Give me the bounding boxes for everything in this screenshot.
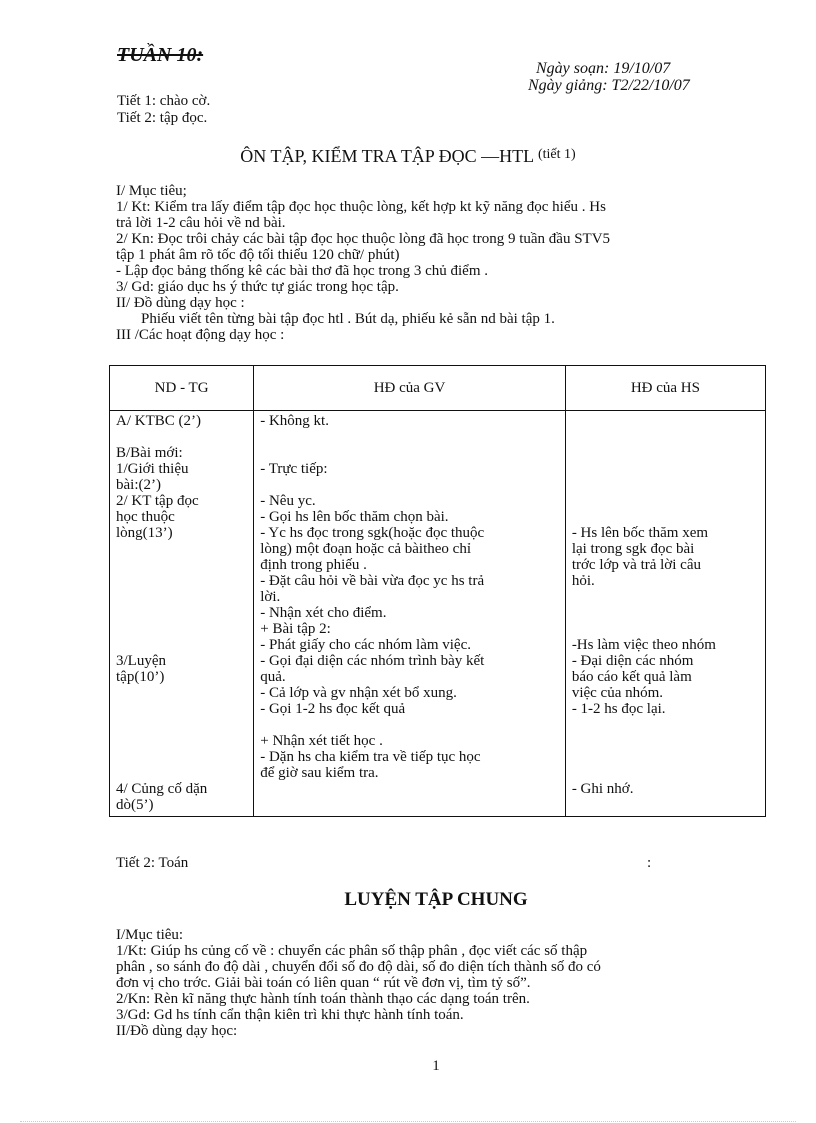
cell-line <box>116 557 247 573</box>
lesson2-label: Tiết 2: Toán <box>116 855 189 871</box>
week-title: TUẦN 10: <box>117 44 204 66</box>
cell-line <box>116 733 247 749</box>
teacher-activity-cell <box>254 411 566 817</box>
lesson1-title <box>0 146 816 167</box>
cell-line <box>116 765 247 781</box>
cell-line: dò(5’) <box>116 797 154 813</box>
objective-line: I/ Mục tiêu; <box>116 183 187 199</box>
objective-line: phân , so sánh đo độ dài , chuyển đổi số đo độ dài, số đo diện tích thành số đo có <box>116 959 601 975</box>
cell-line: 4/ Củng cố dặn <box>116 781 208 797</box>
cell-line <box>572 589 759 605</box>
cell-line: việc của nhóm. <box>571 685 664 701</box>
lesson1-title-text: ÔN TẬP, KIỂM TRA TẬP ĐỌC —HTL <box>240 146 534 166</box>
cell-line: 1/Giới thiệu <box>116 461 189 477</box>
cell-line <box>572 605 759 621</box>
lesson-list <box>117 93 210 127</box>
cell-line <box>572 429 759 445</box>
table-header-row <box>110 366 766 411</box>
lesson1-title-suffix: (tiết 1) <box>537 147 576 162</box>
cell-line <box>116 589 247 605</box>
lesson1-objectives <box>116 183 756 343</box>
cell-line: báo cáo kết quả làm <box>571 669 692 685</box>
objective-line: đơn vị cho trớc. Giải bài toán có liên quan “ rút về đơn vị, tìm tỷ số”. <box>116 975 531 991</box>
objective-line: II/Đồ dùng dạy học: <box>116 1023 238 1039</box>
cell-line: + Bài tập 2: <box>260 621 331 637</box>
table-row <box>110 411 766 817</box>
page-number: 1 <box>432 1058 440 1074</box>
cell-line <box>572 509 759 525</box>
objective-line: III /Các hoạt động dạy học : <box>116 327 285 343</box>
cell-line <box>260 445 559 461</box>
page-bottom-divider <box>20 1121 796 1122</box>
objective-line: 1/Kt: Giúp hs củng cố về : chuyển các phân số thập phân , đọc viết các số thập <box>116 943 588 959</box>
cell-line <box>116 749 247 765</box>
lesson2-colon: : <box>647 855 652 871</box>
objective-line: II/ Đồ dùng dạy học : <box>116 295 245 311</box>
student-activity-cell <box>565 411 765 817</box>
cell-line: để giờ sau kiểm tra. <box>260 765 379 781</box>
cell-line <box>572 445 759 461</box>
cell-line <box>116 621 247 637</box>
cell-line: - Gọi 1-2 hs đọc kết quả <box>260 701 406 717</box>
cell-line <box>260 477 559 493</box>
date-taught: Ngày giảng: T2/22/10/07 <box>528 77 690 94</box>
cell-line <box>572 765 759 781</box>
cell-line <box>572 733 759 749</box>
cell-line <box>572 493 759 509</box>
cell-line <box>260 429 559 445</box>
date-prepared: Ngày soạn: 19/10/07 <box>536 60 671 77</box>
cell-line <box>260 717 559 733</box>
cell-line: trớc lớp và trả lời câu <box>571 557 701 573</box>
dates-block <box>528 60 690 94</box>
cell-line <box>572 717 759 733</box>
cell-line: - Cả lớp và gv nhận xét bổ xung. <box>260 685 457 701</box>
cell-line <box>116 429 247 445</box>
objective-line: trả lời 1-2 câu hỏi về nd bài. <box>116 215 286 231</box>
objective-line: 2/ Kn: Đọc trôi chảy các bài tập đọc học thuộc lòng đã học trong 9 tuần đầu STV5 <box>116 231 611 247</box>
objective-line: 2/Kn: Rèn kĩ năng thực hành tính toán thành thạo các dạng toán trên. <box>116 991 530 1007</box>
cell-line <box>572 413 759 429</box>
lesson2-objectives <box>116 927 756 1039</box>
cell-line: lời. <box>260 589 281 605</box>
cell-line: - Hs lên bốc thăm xem <box>571 525 709 541</box>
cell-line <box>572 749 759 765</box>
cell-line: học thuộc <box>116 509 175 525</box>
objective-line: 3/ Gd: giáo dục hs ý thức tự giác trong học tập. <box>116 279 399 295</box>
cell-line: - Đại diện các nhóm <box>571 653 694 669</box>
cell-line: định trong phiếu . <box>260 557 367 573</box>
cell-line: + Nhận xét tiết học . <box>260 733 383 749</box>
cell-line: - Ghi nhớ. <box>571 781 634 797</box>
cell-line: bài:(2’) <box>116 477 161 493</box>
objective-line: I/Mục tiêu: <box>116 927 184 943</box>
lesson-item: Tiết 2: tập đọc. <box>117 110 208 126</box>
cell-line: - Yc hs đọc trong sgk(hoặc đọc thuộc <box>260 525 485 541</box>
cell-line: quả. <box>260 669 286 685</box>
lesson2-title: LUYỆN TẬP CHUNG <box>344 889 528 910</box>
cell-line: - Gọi đại diện các nhóm trình bày kết <box>260 653 485 669</box>
cell-line: - Gọi hs lên bốc thăm chọn bài. <box>260 509 449 525</box>
cell-line: - Phát giấy cho các nhóm làm việc. <box>260 637 471 653</box>
cell-line: lại trong sgk đọc bài <box>571 541 695 557</box>
lesson-item: Tiết 1: chào cờ. <box>117 93 211 109</box>
cell-line <box>116 701 247 717</box>
objective-line: tập 1 phát âm rõ tốc độ tối thiểu 120 chữ/ phút) <box>116 247 400 263</box>
cell-line <box>116 637 247 653</box>
objective-line: - Lập đọc bảng thống kê các bài thơ đã học trong 3 chủ điểm . <box>116 263 488 279</box>
header-student-activity: HĐ của HS <box>565 366 765 411</box>
header-content-time: ND - TG <box>110 366 254 411</box>
objective-line: Phiếu viết tên từng bài tập đọc htl . Bút dạ, phiếu kẻ sẵn nd bài tập 1. <box>141 311 555 327</box>
cell-line: - Dặn hs cha kiểm tra về tiếp tục học <box>260 749 481 765</box>
activity-table <box>109 365 766 817</box>
cell-line: - 1-2 hs đọc lại. <box>571 701 666 717</box>
cell-line: - Nêu yc. <box>260 493 316 509</box>
cell-line: - Trực tiếp: <box>260 461 328 477</box>
cell-line: - Không kt. <box>260 413 329 429</box>
header-teacher-activity: HĐ của GV <box>254 366 566 411</box>
cell-line: -Hs làm việc theo nhóm <box>571 637 716 653</box>
cell-line: - Đặt câu hỏi về bài vừa đọc yc hs trả <box>260 573 485 589</box>
cell-line: B/Bài mới: <box>116 445 183 461</box>
cell-line: hỏi. <box>571 573 595 589</box>
cell-line: 2/ KT tập đọc <box>116 493 199 509</box>
cell-line <box>116 605 247 621</box>
objective-line: 1/ Kt: Kiểm tra lấy điểm tập đọc học thuộc lòng, kết hợp kt kỹ năng đọc hiểu . Hs <box>116 199 606 215</box>
cell-line <box>572 461 759 477</box>
cell-line: 3/Luyện <box>116 653 166 669</box>
cell-line <box>572 477 759 493</box>
cell-line <box>116 573 247 589</box>
content-time-cell <box>110 411 254 817</box>
cell-line: - Nhận xét cho điểm. <box>260 605 387 621</box>
cell-line <box>116 541 247 557</box>
objective-line: 3/Gd: Gd hs tính cẩn thận kiên trì khi thực hành tính toán. <box>116 1007 464 1023</box>
cell-line: tập(10’) <box>116 669 165 685</box>
cell-line <box>116 717 247 733</box>
cell-line: lòng) một đoạn hoặc cả bàitheo chỉ <box>260 541 471 557</box>
cell-line <box>572 621 759 637</box>
cell-line <box>116 685 247 701</box>
cell-line: A/ KTBC (2’) <box>116 413 201 429</box>
cell-line: lòng(13’) <box>116 525 173 541</box>
